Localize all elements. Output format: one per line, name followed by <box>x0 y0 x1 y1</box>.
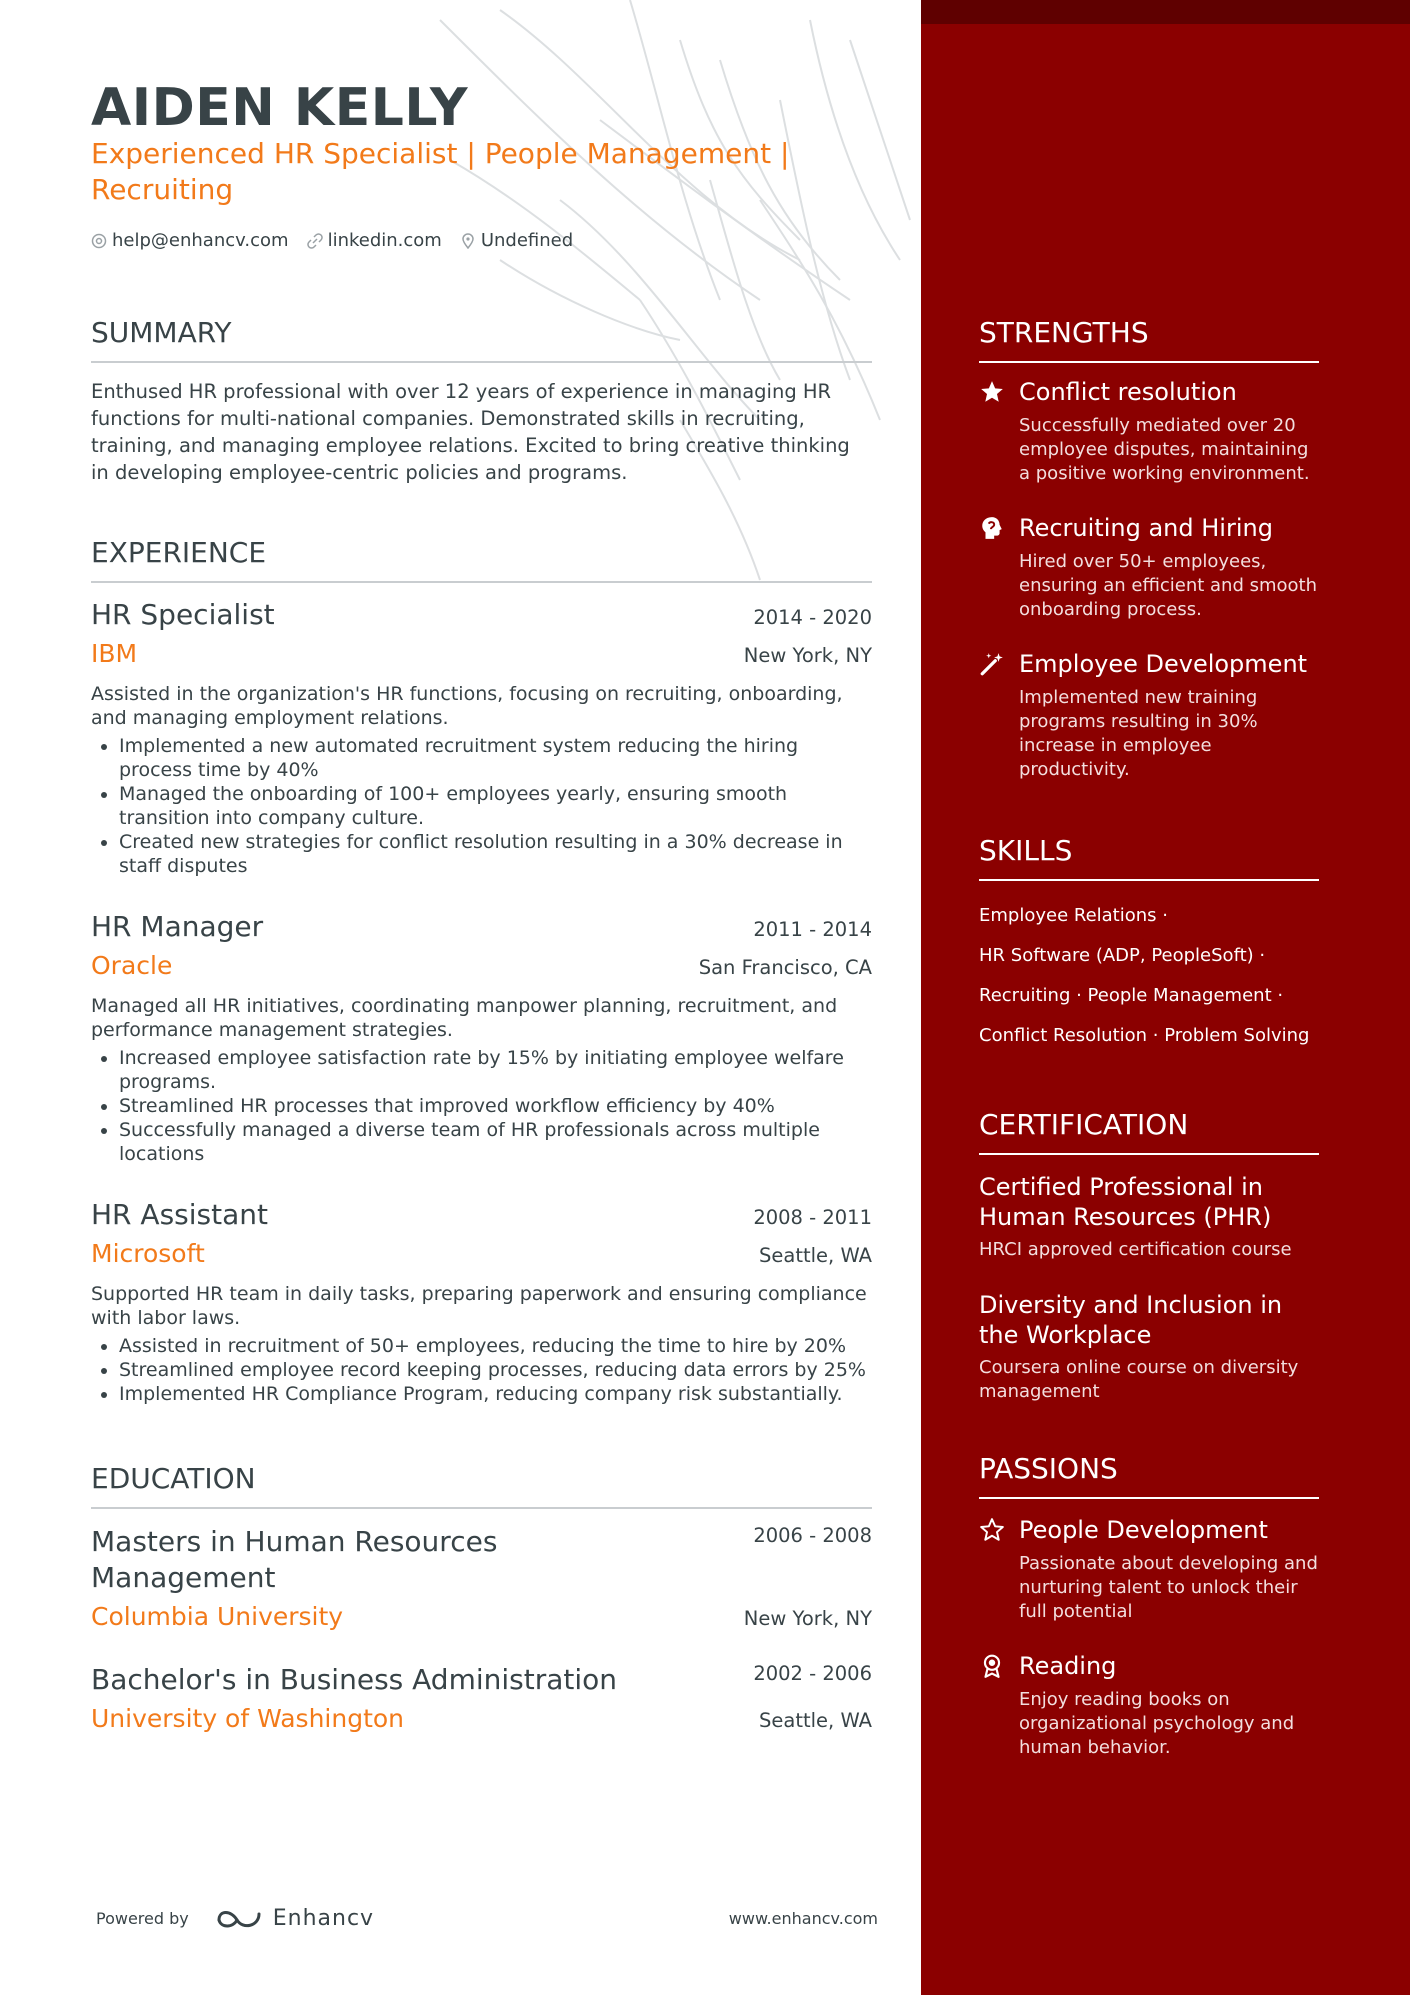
passion-description: Enjoy reading books on organizational psychology and human behavior. <box>1019 1689 1295 1758</box>
job-bullet: • Successfully managed a diverse team of HR professionals across multiple locations <box>119 1118 872 1166</box>
job-description: Assisted in the organization's HR functions, focusing on recruiting, onboarding, and managing employment relations. <box>91 683 843 729</box>
candidate-name: AIDEN KELLY <box>91 78 469 138</box>
job-bullet: • Assisted in recruitment of 50+ employees, reducing the time to hire by 20% <box>119 1334 872 1358</box>
certification-title: Diversity and Inclusion in the Workplace <box>979 1291 1283 1349</box>
passion-title: People Development <box>1019 1516 1268 1544</box>
contact-location <box>460 230 573 251</box>
job-company: Oracle <box>91 951 173 980</box>
education-item <box>91 1662 872 1733</box>
award-icon <box>979 1653 1005 1679</box>
passion-description: Passionate about developing and nurturing talent to unlock their full potential <box>1019 1553 1318 1622</box>
strengths-heading: STRENGTHS <box>979 316 1319 363</box>
powered-by <box>96 1906 374 1931</box>
experience-item <box>91 910 872 1166</box>
job-bullet: • Created new strategies for conflict resolution resulting in a 30% decrease in staff disputes <box>119 830 872 878</box>
powered-by-label: Powered by <box>96 1908 189 1928</box>
job-dates: 2014 - 2020 <box>753 606 872 629</box>
link-icon <box>307 233 323 249</box>
education-degree: Masters in Human Resources Management <box>91 1525 498 1594</box>
job-description: Managed all HR initiatives, coordinating manpower planning, recruitment, and performance management strategies. <box>91 995 838 1041</box>
contact-email[interactable] <box>91 230 289 251</box>
education-location: Seattle, WA <box>759 1709 872 1732</box>
certification-heading: CERTIFICATION <box>979 1108 1319 1155</box>
job-description: Supported HR team in daily tasks, preparing paperwork and ensuring compliance with labor laws. <box>91 1283 867 1329</box>
skills-line: Recruiting · People Management · <box>979 985 1284 1006</box>
enhancv-logo-icon <box>215 1906 263 1930</box>
skills-heading: SKILLS <box>979 834 1319 881</box>
skills-line: HR Software (ADP, PeopleSoft) · <box>979 945 1266 966</box>
summary-text: Enthused HR professional with over 12 years of experience in managing HR functions for multi-national companies. Demonstrated skills in recruiting, training, and managing employee relations. Excited to bring creative thinking in developing employee-centric policies and programs. <box>91 380 850 484</box>
contact-row <box>91 230 573 251</box>
job-company: Microsoft <box>91 1239 205 1268</box>
at-icon <box>91 233 107 249</box>
strength-item <box>979 378 1319 486</box>
job-title: HR Specialist <box>91 598 275 631</box>
sidebar <box>921 0 1410 1995</box>
education-location: New York, NY <box>743 1607 872 1630</box>
certification-description: HRCI approved certification course <box>979 1239 1292 1260</box>
location-pin-icon <box>460 233 476 249</box>
strength-title: Conflict resolution <box>1019 378 1237 406</box>
job-location: San Francisco, CA <box>698 956 872 979</box>
job-dates: 2008 - 2011 <box>753 1206 872 1229</box>
enhancv-logo-text: Enhancv <box>272 1905 375 1931</box>
contact-linkedin-text: linkedin.com <box>327 230 442 251</box>
job-title: HR Assistant <box>91 1198 268 1231</box>
strength-title: Recruiting and Hiring <box>1019 514 1273 542</box>
sidebar-top-bar <box>921 0 1410 24</box>
magic-wand-icon <box>979 651 1005 677</box>
strength-description: Hired over 50+ employees, ensuring an efficient and smooth onboarding process. <box>1019 551 1318 620</box>
strength-description: Successfully mediated over 20 employee disputes, maintaining a positive working environment. <box>1019 415 1310 484</box>
job-bullet: • Streamlined HR processes that improved workflow efficiency by 40% <box>119 1094 872 1118</box>
job-bullets <box>91 734 872 878</box>
star-icon <box>979 379 1005 405</box>
education-dates: 2002 - 2006 <box>753 1662 872 1685</box>
job-company: IBM <box>91 639 138 668</box>
footer-website[interactable]: www.enhancv.com <box>728 1908 878 1928</box>
experience-item <box>91 1198 872 1406</box>
certification-item <box>979 1290 1319 1404</box>
passions-heading: PASSIONS <box>979 1452 1319 1499</box>
passion-title: Reading <box>1019 1652 1117 1680</box>
job-bullet: • Streamlined employee record keeping processes, reducing data errors by 25% <box>119 1358 872 1382</box>
certification-item <box>979 1172 1319 1262</box>
head-brain-icon <box>979 515 1005 541</box>
education-heading: EDUCATION <box>91 1462 872 1509</box>
education-item <box>91 1524 872 1631</box>
footer <box>96 1902 878 1934</box>
certification-description: Coursera online course on diversity management <box>979 1357 1299 1402</box>
experience-item <box>91 598 872 878</box>
job-bullets <box>91 1046 872 1166</box>
strength-title: Employee Development <box>1019 650 1308 678</box>
contact-email-text: help@enhancv.com <box>112 230 289 251</box>
education-school: Columbia University <box>91 1602 344 1631</box>
passion-item <box>979 1516 1319 1624</box>
education-school: University of Washington <box>91 1704 405 1733</box>
enhancv-logo[interactable] <box>215 1906 374 1931</box>
job-dates: 2011 - 2014 <box>753 918 872 941</box>
strength-description: Implemented new training programs resulting in 30% increase in employee productivity. <box>1019 687 1258 780</box>
summary-heading: SUMMARY <box>91 316 872 363</box>
skills-list <box>979 896 1319 1056</box>
job-bullet: • Increased employee satisfaction rate by 15% by initiating employee welfare programs. <box>119 1046 872 1094</box>
experience-heading: EXPERIENCE <box>91 536 872 583</box>
contact-location-text: Undefined <box>480 230 574 251</box>
star-outline-icon <box>979 1517 1005 1543</box>
contact-linkedin[interactable] <box>307 230 442 251</box>
certification-title: Certified Professional in Human Resources (PHR) <box>979 1173 1272 1231</box>
skills-line: Conflict Resolution · Problem Solving <box>979 1025 1310 1046</box>
skills-line: Employee Relations · <box>979 905 1168 926</box>
job-bullets <box>91 1334 872 1406</box>
job-title: HR Manager <box>91 910 264 943</box>
candidate-tagline: Experienced HR Specialist | People Management | Recruiting <box>91 137 790 206</box>
job-location: New York, NY <box>743 644 872 667</box>
education-degree: Bachelor's in Business Administration <box>91 1663 618 1696</box>
passion-item <box>979 1652 1319 1760</box>
job-location: Seattle, WA <box>759 1244 872 1267</box>
strength-item <box>979 650 1319 782</box>
education-dates: 2006 - 2008 <box>753 1524 872 1547</box>
job-bullet: • Implemented a new automated recruitment system reducing the hiring process time by 40% <box>119 734 872 782</box>
job-bullet: • Implemented HR Compliance Program, reducing company risk substantially. <box>119 1382 872 1406</box>
job-bullet: • Managed the onboarding of 100+ employees yearly, ensuring smooth transition into company culture. <box>119 782 872 830</box>
strength-item <box>979 514 1319 622</box>
